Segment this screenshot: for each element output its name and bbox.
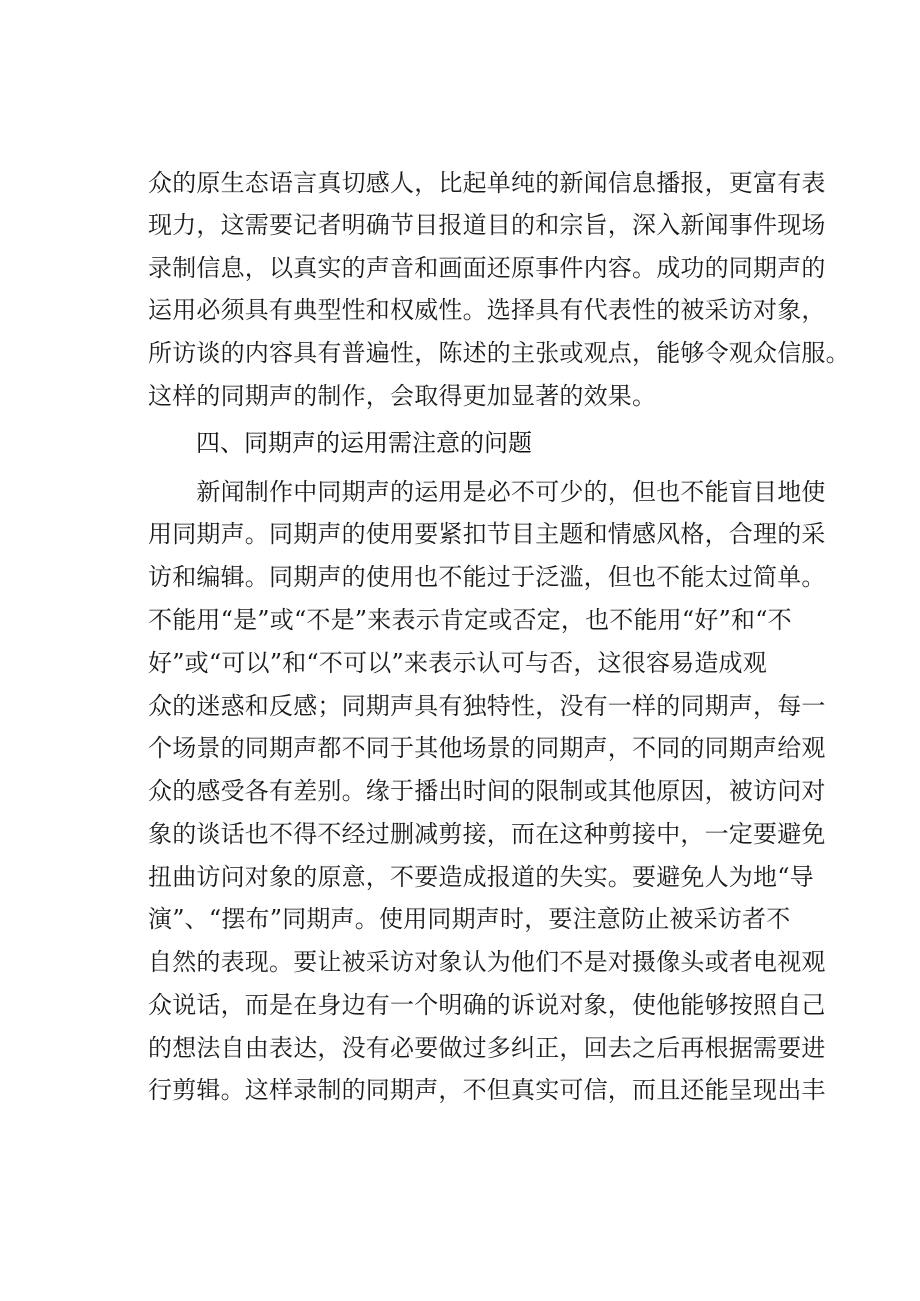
- paragraph-line: 所访谈的内容具有普遍性，陈述的主张或观点，能够令观众信服。: [148, 339, 850, 367]
- paragraph-line: 众的感受各有差别。缘于播出时间的限制或其他原因，被访问对: [148, 777, 826, 805]
- paragraph-line: 现力，这需要记者明确节目报道目的和宗旨，深入新闻事件现场: [148, 211, 826, 239]
- paragraph-line: 用同期声。同期声的使用要紧扣节目主题和情感风格，合理的采: [148, 520, 826, 548]
- paragraph-line: 扭曲访问对象的原意，不要造成报道的失实。要避免人为地“导: [148, 863, 814, 891]
- paragraph-line: 录制信息，以真实的声音和画面还原事件内容。成功的同期声的: [148, 254, 826, 282]
- paragraph-line: 众的迷惑和反感；同期声具有独特性，没有一样的同期声，每一: [148, 692, 826, 720]
- paragraph-line: 行剪辑。这样录制的同期声，不但真实可信，而且还能呈现出丰: [148, 1076, 826, 1104]
- paragraph-line: 演”、“摆布”同期声。使用同期声时，要注意防止被采访者不: [148, 905, 791, 933]
- paragraph-line: 自然的表现。要让被采访对象认为他们不是对摄像头或者电视观: [148, 948, 826, 976]
- paragraph-line: 象的谈话也不得不经过删减剪接，而在这种剪接中，一定要避免: [148, 820, 826, 848]
- paragraph-line: 新闻制作中同期声的运用是必不可少的，但也不能盲目地使: [148, 478, 826, 506]
- paragraph-line: 众说话，而是在身边有一个明确的诉说对象，使他能够按照自己: [148, 991, 826, 1019]
- paragraph-line: 这样的同期声的制作，会取得更加显著的效果。: [148, 382, 657, 410]
- paragraph-line: 好”或“可以”和“不可以”来表示认可与否，这很容易造成观: [148, 649, 767, 677]
- paragraph-line: 个场景的同期声都不同于其他场景的同期声，不同的同期声给观: [148, 734, 826, 762]
- section-heading: 四、同期声的运用需注意的问题: [196, 429, 532, 457]
- paragraph-line: 不能用“是”或“不是”来表示肯定或否定，也不能用“好”和“不: [148, 606, 792, 634]
- paragraph-line: 运用必须具有典型性和权威性。选择具有代表性的被采访对象，: [148, 296, 826, 324]
- paragraph-line: 众的原生态语言真切感人，比起单纯的新闻信息播报，更富有表: [148, 169, 826, 197]
- paragraph-line: 访和编辑。同期声的使用也不能过于泛滥，但也不能太过简单。: [148, 563, 826, 591]
- paragraph-line: 的想法自由表达，没有必要做过多纠正，回去之后再根据需要进: [148, 1034, 826, 1062]
